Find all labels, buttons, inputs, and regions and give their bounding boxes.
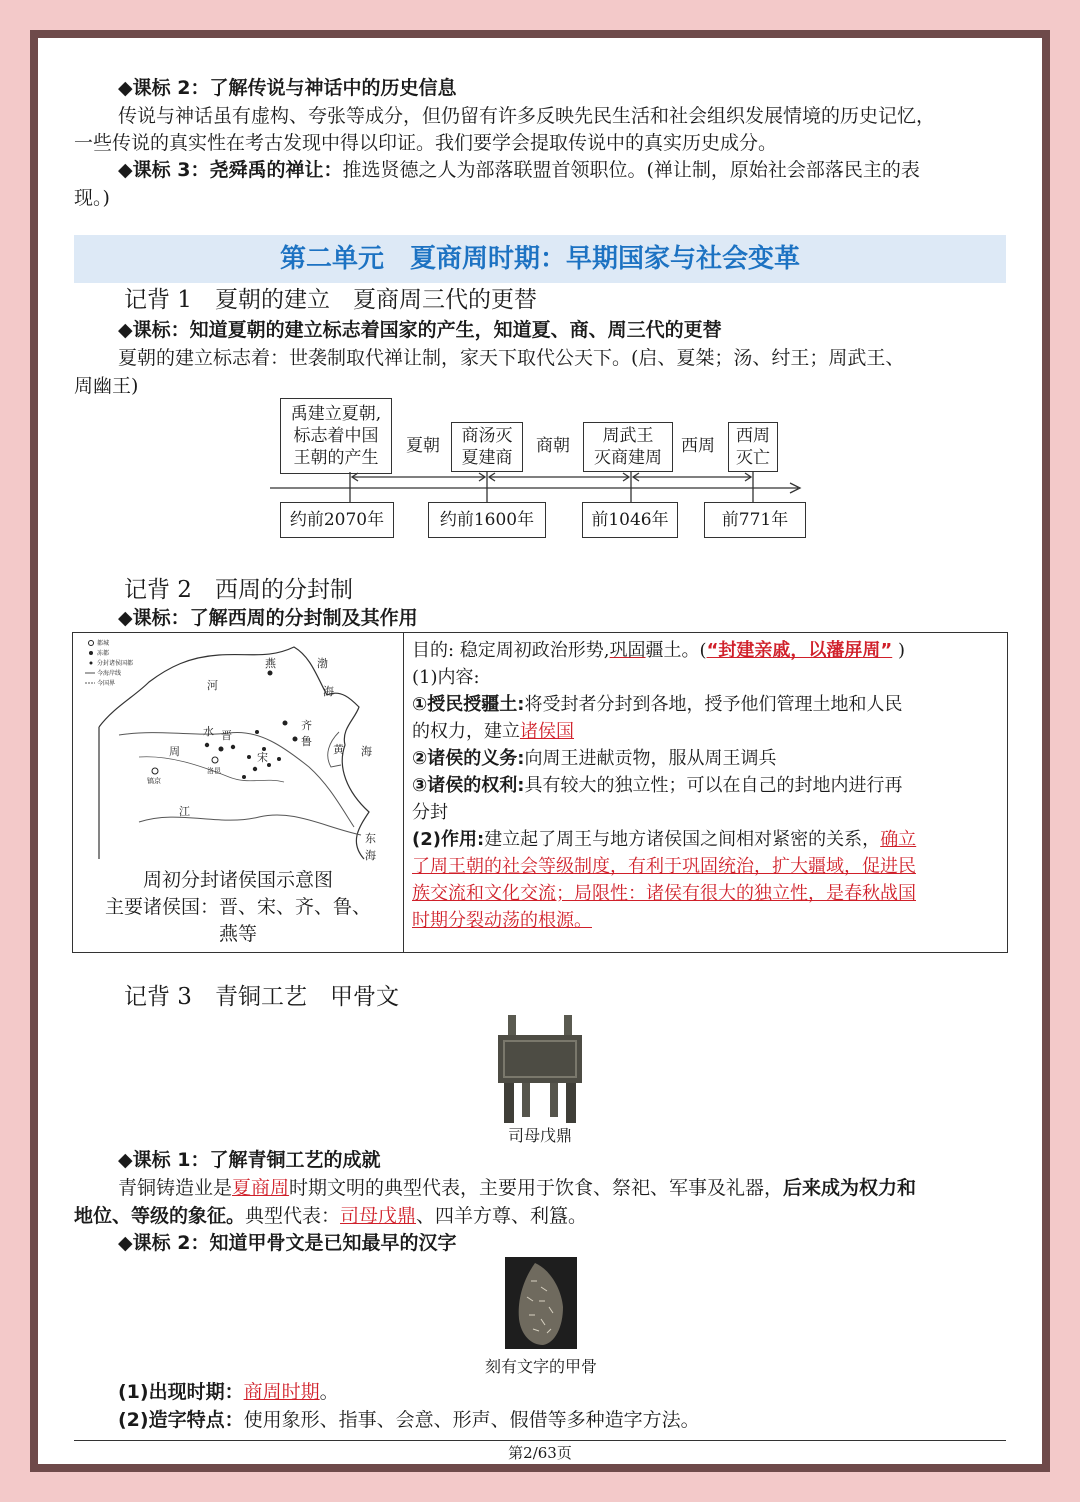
content-3-text: 具有较大的独立性；可以在自己的封地内进行再 [524, 775, 903, 796]
q2-text: 使用象形、指事、会意、形声、假借等多种造字方法。 [243, 1409, 700, 1431]
text-cell [404, 633, 1008, 953]
section1-text1: 夏朝的建立标志着：世袭制取代禅让制，家天下取代公天下。(启、夏桀；汤、纣王；周武王、 [118, 347, 905, 369]
purpose-label: 目的: [412, 640, 455, 661]
capital-haojing [152, 768, 158, 774]
legend-label: 今海岸线 [97, 670, 122, 677]
p1-bold: 后来成为权力和 [783, 1177, 917, 1199]
ding-body [498, 1035, 582, 1083]
section3-p2 [74, 1202, 587, 1230]
label-bohai: 渤 [317, 657, 328, 670]
capital-song [253, 767, 257, 771]
effect-label: (2)作用: [412, 829, 485, 850]
purpose-text: 稳定周初政治形势, [459, 640, 610, 661]
kb3-text: 推选贤德之人为部落联盟首领职位。(禅让制，原始社会部落民主的表 [342, 159, 920, 181]
capital-yan [268, 671, 273, 676]
kb3-line2: 现。) [74, 187, 110, 209]
period-shang: 商朝 [536, 436, 570, 456]
q1-label: (1)出现时期： [118, 1381, 244, 1403]
kb2-title: ◆课标 2：了解传说与神话中的历史信息 [118, 77, 457, 99]
section1-text2: 周幽王) [74, 375, 139, 397]
label-jin: 晋 [221, 729, 232, 742]
map-states-line2: 燕等 [218, 923, 257, 945]
capital-marker [205, 743, 209, 747]
legend-label: 都城 [97, 640, 110, 647]
ding-leg [504, 1083, 514, 1123]
section2-heading: 记背 2 西周的分封制 [124, 577, 353, 603]
event-line: 灭商建周 [594, 448, 662, 468]
map-legend [85, 639, 133, 687]
map-cell [73, 633, 404, 953]
section3-kb2: ◆课标 2：知道甲骨文是已知最早的汉字 [118, 1232, 457, 1254]
effect-line3: 族交流和文化交流；局限性：诸侯有很大的独立性，是春秋战国 [412, 883, 916, 904]
p2-text: 、四羊方尊、利簋。 [416, 1205, 588, 1227]
content-1-cont [412, 718, 999, 745]
capital-marker [277, 757, 281, 761]
feudal-states-map [79, 637, 385, 863]
ding-handle [508, 1015, 516, 1037]
capital-qi [283, 721, 288, 726]
label-water: 水 [203, 725, 214, 738]
section1-kb: ◆课标：知道夏朝的建立标志着国家的产生，知道夏、商、周三代的更替 [118, 319, 722, 341]
effect-line1 [412, 826, 999, 853]
label-qi: 齐 [301, 719, 312, 732]
event-line: 王朝的产生 [293, 448, 379, 468]
legend-label: 今国界 [97, 680, 116, 687]
effect-line2: 了周王朝的社会等级制度，有利于巩固统治，扩大疆域，促进民 [412, 856, 916, 877]
content-1-text: 将受封者分封到各地，授予他们管理土地和人民 [524, 694, 903, 715]
yangtze-river [139, 815, 361, 835]
event-line: 灭亡 [736, 448, 770, 468]
purpose-close: ) [897, 640, 906, 661]
content-2-text: 向周王进献贡物，服从周王调兵 [524, 748, 777, 769]
label-lu: 鲁 [301, 735, 312, 748]
highlight: 商周时期 [243, 1381, 320, 1403]
legend-marker [89, 651, 93, 655]
ding-handle-gap [512, 1015, 568, 1021]
period-western-zhou: 西周 [681, 436, 715, 456]
simuwu-ding-image [494, 1013, 586, 1125]
oracle-bone-image [505, 1257, 577, 1349]
label-haojing: 镐京 [147, 777, 161, 785]
event-western-zhou-fall [728, 422, 778, 472]
section1-heading: 记背 1 夏朝的建立 夏商周三代的更替 [124, 287, 537, 313]
highlight: 巩固 [609, 640, 646, 661]
section3-kb1: ◆课标 1：了解青铜工艺的成就 [118, 1149, 381, 1171]
content-2 [412, 745, 999, 772]
event-shang-founded [451, 422, 523, 472]
legend-label: 分封诸侯国都 [97, 660, 134, 667]
unit-title: 第二单元 夏商周时期：早期国家与社会变革 [74, 235, 1006, 283]
content-1-title: ①授民授疆土: [412, 694, 525, 715]
ding-leg [522, 1083, 530, 1117]
purpose-quote: “封建亲戚，以藩屏周” [706, 640, 893, 661]
p2-bold: 地位、等级的象征。 [74, 1205, 246, 1227]
highlight: 诸侯国 [520, 721, 574, 742]
p1-text: 时期文明的典型代表，主要用于饮食、祭祀、军事及礼器， [289, 1177, 784, 1199]
event-line: 标志着中国 [293, 426, 379, 446]
highlight: 确立 [880, 829, 917, 850]
event-zhou-founded [583, 422, 673, 472]
legend-marker [90, 662, 93, 665]
event-line: 夏建商 [461, 448, 513, 468]
fengjian-table [72, 632, 1008, 953]
section3-heading: 记背 3 青铜工艺 甲骨文 [124, 984, 399, 1010]
ding-leg [566, 1083, 576, 1123]
content-1-text2: 的权力，建立 [412, 721, 520, 742]
map-caption: 周初分封诸侯国示意图 [142, 869, 333, 891]
section3-p1 [118, 1174, 916, 1202]
event-line: 禹建立夏朝, [290, 404, 382, 424]
date-box: 约前2070年 [280, 502, 394, 538]
label-song: 宋 [257, 751, 268, 764]
content-3-title: ③诸侯的权利: [412, 775, 525, 796]
label-east-sea-2: 海 [365, 849, 376, 862]
capital-marker [242, 775, 246, 779]
label-river: 河 [207, 679, 218, 692]
content-2-title: ②诸侯的义务: [412, 748, 525, 769]
ding-handle [564, 1015, 572, 1037]
content-label: (1)内容: [412, 667, 480, 688]
period-xia: 夏朝 [406, 436, 440, 456]
kb3-title: ◆课标 3：尧舜禹的禅让： [118, 159, 343, 181]
ding-leg [550, 1083, 558, 1117]
p2-text: 典型代表： [245, 1205, 341, 1227]
kb2-line1: 传说与神话虽有虚构、夸张等成分，但仍留有许多反映先民生活和社会组织发展情境的历史记忆， [118, 105, 936, 127]
p1-text: 青铜铸造业是 [118, 1177, 233, 1199]
date-box: 前771年 [704, 502, 806, 538]
section3-q1 [118, 1378, 339, 1406]
q2-label: (2)造字特点： [118, 1409, 244, 1431]
img1-caption: 司母戊鼎 [507, 1126, 572, 1145]
q1-end: 。 [319, 1381, 339, 1403]
label-zhou: 周 [169, 745, 180, 758]
label-yan: 燕 [265, 657, 276, 670]
label-jiang: 江 [179, 805, 190, 818]
section2-kb: ◆课标：了解西周的分封制及其作用 [118, 607, 418, 629]
legend-label: 冻都 [97, 650, 110, 657]
state-capitals [152, 671, 298, 780]
kb3-line1 [118, 156, 920, 184]
event-line: 西周 [736, 426, 770, 446]
effect-text: 建立起了周王与地方诸侯国之间相对紧密的关系， [484, 829, 881, 850]
purpose-line [412, 637, 999, 664]
event-line: 周武王 [602, 426, 654, 446]
map-states-line1: 主要诸侯国：晋、宋、齐、鲁、 [104, 896, 371, 918]
capital-lu [293, 737, 298, 742]
purpose-tail: 疆土。( [645, 640, 707, 661]
page-number: 第2/63页 [508, 1444, 572, 1462]
document-page [38, 38, 1042, 1464]
capital-marker [231, 745, 235, 749]
content-1 [412, 691, 999, 718]
footer-divider [74, 1440, 1006, 1441]
label-luoyi: 洛邑 [207, 767, 221, 775]
label-yellow-sea-2: 海 [361, 745, 372, 758]
event-line: 商汤灭 [461, 426, 513, 446]
content-3 [412, 772, 999, 799]
section3-q2 [118, 1406, 700, 1434]
label-yellow-sea: 黄 [333, 743, 344, 756]
content-3-cont: 分封 [412, 802, 448, 823]
capital-marker [247, 755, 251, 759]
img2-caption: 刻有文字的甲骨 [484, 1357, 597, 1376]
date-box: 前1046年 [582, 502, 678, 538]
capital-jin [219, 747, 224, 752]
date-box: 约前1600年 [428, 502, 546, 538]
highlight: 夏商周 [232, 1177, 290, 1199]
label-east-sea: 东 [365, 832, 376, 845]
highlight: 司母戊鼎 [340, 1205, 417, 1227]
capital-luoyi [212, 757, 218, 763]
capital-marker [255, 730, 259, 734]
kb2-line2: 一些传说的真实性在考古发现中得以印证。我们要学会提取传说中的真实历史成分。 [74, 132, 778, 154]
label-bohai-2: 海 [323, 685, 334, 698]
legend-marker [89, 641, 94, 646]
map-outline [99, 647, 369, 859]
event-xia-founded [280, 398, 392, 474]
effect-line4: 时期分裂动荡的根源。 [412, 910, 592, 931]
